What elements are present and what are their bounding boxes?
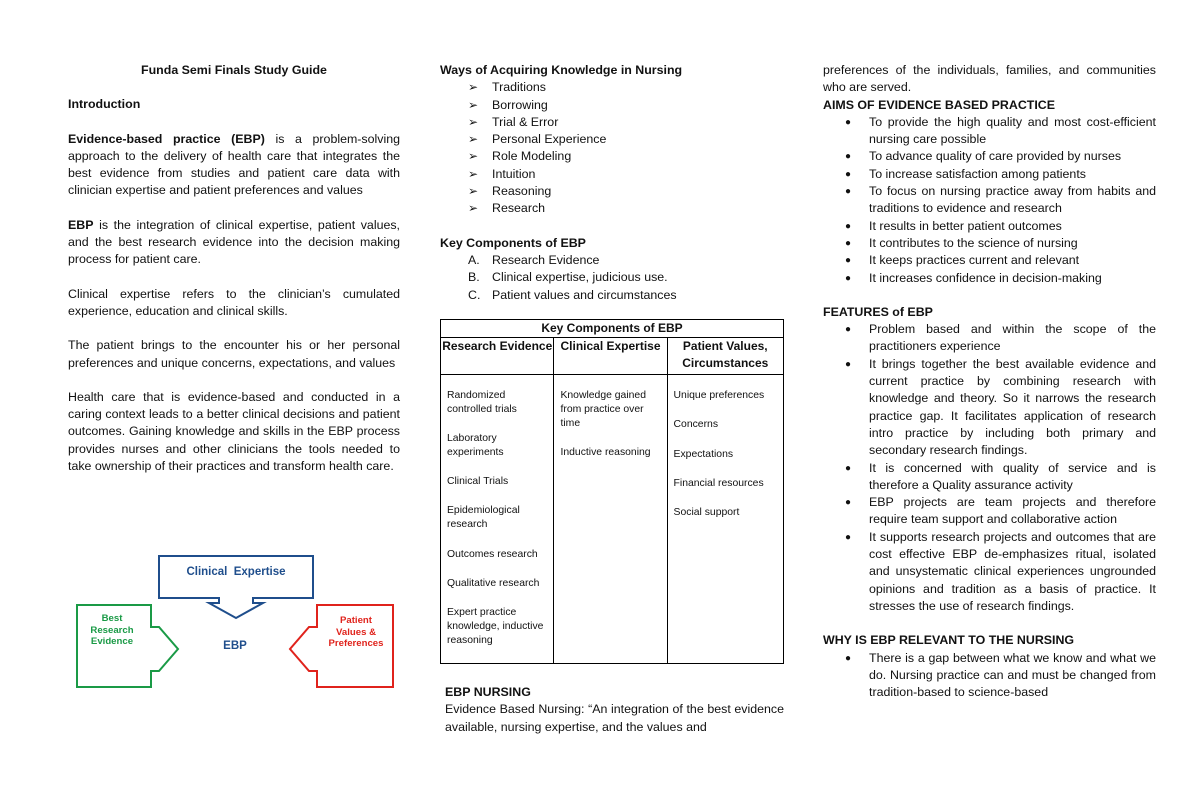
bullet-icon: ● bbox=[845, 186, 852, 198]
best-research-evidence-label bbox=[79, 613, 145, 648]
list-item-text: Role Modeling bbox=[492, 149, 572, 164]
key-components-heading: Key Components of EBP bbox=[440, 235, 586, 250]
table-cell-item: Laboratory experiments bbox=[447, 433, 504, 458]
introduction-heading: Introduction bbox=[68, 97, 141, 112]
patient-brings-paragraph: The patient brings to the encounter his or her personal preferences and unique concerns, expectations, and values bbox=[68, 338, 400, 370]
aims-heading: AIMS OF EVIDENCE BASED PRACTICE bbox=[823, 97, 1056, 112]
bullet-icon: ● bbox=[845, 272, 852, 284]
clinical-expertise-label: Clinical Expertise bbox=[186, 566, 286, 578]
ebp-definition-text: is a problem-solving approach to the delivery of health care that integrates the best evidence from studies and patient care data with clinician expertise and patient preferences and values bbox=[68, 131, 400, 198]
list-item bbox=[440, 166, 785, 183]
list-item bbox=[440, 287, 785, 304]
ebp-center-label: EBP bbox=[223, 640, 247, 652]
arrowhead-bullet-icon: ➢ bbox=[468, 97, 479, 112]
list-item-text: It increases confidence in decision-making bbox=[869, 270, 1102, 285]
list-item bbox=[823, 529, 1156, 615]
bullet-icon: ● bbox=[845, 531, 852, 543]
list-item-text: Intuition bbox=[492, 166, 536, 181]
table-cell-item: Financial resources bbox=[673, 477, 764, 489]
bullet-icon: ● bbox=[845, 462, 852, 474]
document-title: Funda Semi Finals Study Guide bbox=[141, 63, 327, 77]
list-item-text: There is a gap between what we know and what we do. Nursing practice can and must be changed from tradition-based to science-based bbox=[869, 650, 1156, 700]
list-item bbox=[440, 97, 785, 114]
list-item bbox=[823, 494, 1156, 529]
bullet-icon: ● bbox=[845, 168, 852, 180]
table-cell-clinical bbox=[554, 375, 667, 664]
list-item-text: Problem based and within the scope of the practitioners experience bbox=[869, 322, 1156, 354]
list-item-text: EBP projects are team projects and therefore require team support and collaborative action bbox=[869, 495, 1156, 527]
list-marker: A. bbox=[468, 252, 480, 267]
list-item-text: Trial & Error bbox=[492, 114, 559, 129]
table-cell-item: Knowledge gained from practice over time bbox=[560, 390, 646, 429]
best-label-line2: Research bbox=[90, 624, 134, 636]
bullet-icon: ● bbox=[845, 255, 852, 267]
ebp-nursing-text: Evidence Based Nursing: “An integration of the best evidence available, nursing expertise, and the values and bbox=[445, 702, 784, 734]
bullet-icon: ● bbox=[845, 151, 852, 163]
health-care-paragraph: Health care that is evidence-based and conducted in a caring context leads to a better clinical decisions and patient outcomes. Gaining knowledge and skills in the EBP process provides nurses and other clinicians the tools needed to take ownership of their practices and transform health care. bbox=[68, 389, 400, 474]
table-cell-item: Concerns bbox=[673, 419, 719, 431]
list-item bbox=[440, 252, 785, 269]
column-2 bbox=[440, 62, 785, 304]
list-item-text: It results in better patient outcomes bbox=[869, 218, 1062, 233]
table-cell-item: Expectations bbox=[673, 448, 734, 460]
list-item-text: To advance quality of care provided by nurses bbox=[869, 149, 1122, 164]
arrowhead-bullet-icon: ➢ bbox=[468, 166, 479, 181]
patient-label-line2: Values & bbox=[336, 626, 376, 638]
arrowhead-bullet-icon: ➢ bbox=[468, 149, 479, 164]
column-3 bbox=[823, 62, 1156, 701]
list-item-text: It is concerned with quality of service and is therefore a Quality assurance activity bbox=[869, 460, 1156, 492]
list-item-text: Patient values and circumstances bbox=[492, 287, 677, 302]
list-item bbox=[823, 218, 1156, 235]
ebp-integration-term: EBP bbox=[68, 217, 94, 232]
list-item bbox=[823, 356, 1156, 460]
arrowhead-bullet-icon: ➢ bbox=[468, 80, 479, 95]
list-item bbox=[823, 114, 1156, 149]
list-item-text: To focus on nursing practice away from habits and traditions to evidence and research bbox=[869, 184, 1156, 216]
list-item-text: Clinical expertise, judicious use. bbox=[492, 270, 668, 285]
patient-label-line3: Preferences bbox=[328, 638, 384, 649]
continued-text: preferences of the individuals, families, and communities who are served. bbox=[823, 63, 1156, 95]
table-cell-item: Social support bbox=[673, 507, 740, 519]
patient-values-label bbox=[321, 615, 391, 650]
table-cell-item: Epidemiological research bbox=[447, 505, 520, 531]
best-label-line3: Evidence bbox=[90, 636, 134, 647]
list-item-text: To increase satisfaction among patients bbox=[869, 166, 1086, 181]
list-marker: C. bbox=[468, 287, 481, 302]
list-item-text: Personal Experience bbox=[492, 132, 607, 147]
list-item-text: To provide the high quality and most cost-efficient nursing care possible bbox=[869, 114, 1156, 147]
list-item bbox=[440, 114, 785, 131]
clinical-expertise-paragraph: Clinical expertise refers to the clinician’s cumulated experience, education and clinical skills. bbox=[68, 286, 400, 318]
list-item-text: It supports research projects and outcomes that are cost effective EBP de-emphasizes ritual, isolated and unsystematic clinical experiences ungrounded opinions and tradition as a basis of practice. It stresses the use of research findings. bbox=[869, 529, 1156, 613]
list-item bbox=[823, 650, 1156, 702]
bullet-icon: ● bbox=[845, 358, 852, 370]
arrowhead-bullet-icon: ➢ bbox=[468, 114, 479, 129]
key-components-list bbox=[440, 252, 785, 304]
list-item bbox=[440, 200, 785, 217]
features-heading: FEATURES of EBP bbox=[823, 304, 933, 319]
why-heading: WHY IS EBP RELEVANT TO THE NURSING bbox=[823, 633, 1075, 648]
ebp-nursing-section bbox=[445, 684, 784, 736]
list-item-text: Research bbox=[492, 201, 546, 216]
table-cell-item: Qualitative research bbox=[447, 577, 540, 589]
table-cell-item: Expert practice knowledge, inductive reasoning bbox=[447, 607, 544, 646]
ebp-nursing-heading: EBP NURSING bbox=[445, 685, 531, 699]
table-cell-patient bbox=[667, 375, 783, 664]
list-item bbox=[823, 183, 1156, 218]
list-item bbox=[823, 270, 1156, 287]
ebp-diagram bbox=[75, 553, 397, 691]
ebp-integration bbox=[68, 217, 400, 269]
table-cell-item: Outcomes research bbox=[447, 548, 538, 560]
ebp-definition-term: Evidence-based practice (EBP) bbox=[68, 131, 265, 146]
arrowhead-bullet-icon: ➢ bbox=[468, 201, 479, 216]
table-cell-research bbox=[441, 375, 554, 664]
ebp-definition bbox=[68, 131, 400, 200]
list-item-text: It brings together the best available evidence and current practice by combining research with knowledge and theory. So it narrows the research practice gap. It facilitates application of research intro practice by including both primary and secondary research findings. bbox=[869, 356, 1156, 458]
bullet-icon: ● bbox=[845, 324, 852, 336]
table-cell-item: Randomized controlled trials bbox=[447, 390, 517, 415]
bullet-icon: ● bbox=[845, 497, 852, 509]
table-title: Key Components of EBP bbox=[441, 320, 784, 338]
table-cell-item: Inductive reasoning bbox=[560, 446, 651, 458]
bullet-icon: ● bbox=[845, 116, 852, 128]
list-item-text: Reasoning bbox=[492, 184, 552, 199]
why-list bbox=[823, 650, 1156, 702]
list-item-text: It keeps practices current and relevant bbox=[869, 253, 1080, 268]
list-item bbox=[823, 321, 1156, 356]
table-header-research: Research Evidence bbox=[441, 338, 554, 375]
key-components-table bbox=[440, 319, 784, 664]
list-item bbox=[440, 148, 785, 165]
list-item-text: Borrowing bbox=[492, 97, 548, 112]
table-header-patient: Patient Values, Circumstances bbox=[667, 338, 783, 375]
list-item-text: Traditions bbox=[492, 80, 546, 95]
list-item bbox=[823, 460, 1156, 495]
ways-list bbox=[440, 79, 785, 217]
table-header-clinical: Clinical Expertise bbox=[554, 338, 667, 375]
arrowhead-bullet-icon: ➢ bbox=[468, 132, 479, 147]
patient-label-line1: Patient bbox=[340, 615, 372, 626]
list-item bbox=[823, 148, 1156, 165]
features-list bbox=[823, 321, 1156, 615]
bullet-icon: ● bbox=[845, 237, 852, 249]
list-item-text: It contributes to the science of nursing bbox=[869, 235, 1078, 250]
list-item bbox=[823, 166, 1156, 183]
best-label-line1: Best bbox=[101, 613, 123, 624]
list-item bbox=[440, 183, 785, 200]
column-1 bbox=[68, 62, 400, 475]
aims-list bbox=[823, 114, 1156, 287]
bullet-icon: ● bbox=[845, 652, 852, 664]
list-item bbox=[440, 79, 785, 96]
list-item-text: Research Evidence bbox=[492, 252, 600, 267]
list-item bbox=[440, 269, 785, 286]
table-cell-item: Clinical Trials bbox=[447, 476, 509, 488]
arrowhead-bullet-icon: ➢ bbox=[468, 184, 479, 199]
ebp-integration-text: is the integration of clinical expertise, patient values, and the best research evidence into the decision making process for patient care. bbox=[68, 217, 400, 267]
list-item bbox=[823, 252, 1156, 269]
list-item bbox=[823, 235, 1156, 252]
bullet-icon: ● bbox=[845, 220, 852, 232]
list-marker: B. bbox=[468, 270, 480, 285]
list-item bbox=[440, 131, 785, 148]
ways-heading: Ways of Acquiring Knowledge in Nursing bbox=[440, 63, 683, 77]
table-cell-item: Unique preferences bbox=[673, 390, 765, 401]
